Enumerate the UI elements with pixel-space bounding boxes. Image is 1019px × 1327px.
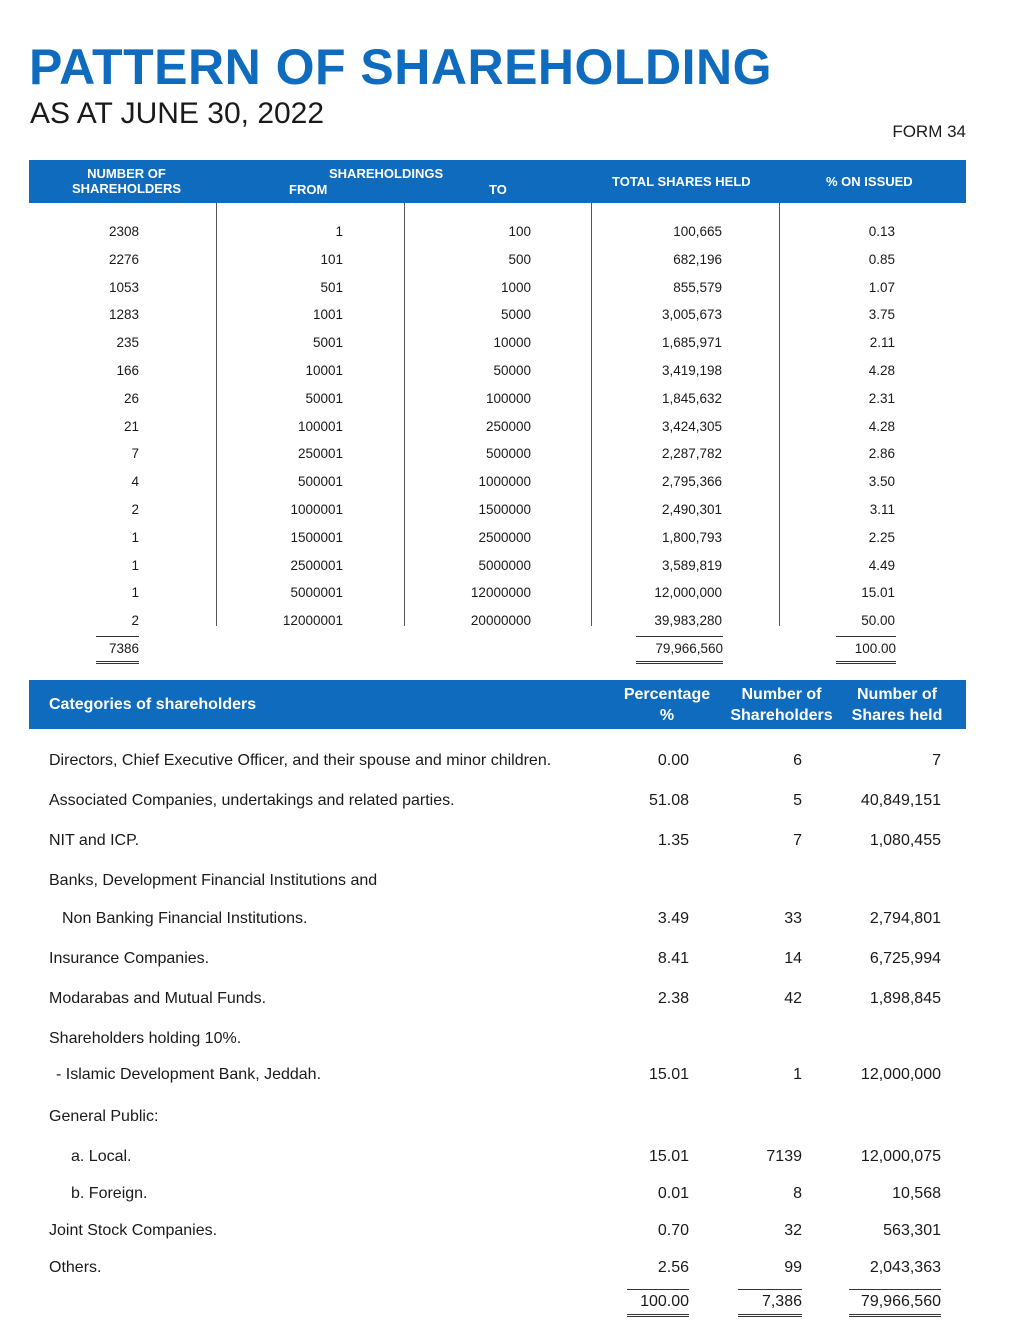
cell-from: 500001 — [297, 474, 343, 490]
cell-from: 100001 — [297, 418, 343, 434]
cell-n: 235 — [116, 335, 139, 351]
category-label: General Public: — [49, 1108, 159, 1125]
category-shares: 2,043,363 — [869, 1259, 941, 1276]
cell-total: 2,795,366 — [661, 474, 722, 490]
category-num-shareholders: 14 — [784, 950, 802, 967]
category-percentage: 0.01 — [657, 1185, 689, 1202]
category-shares: 1,898,845 — [869, 990, 941, 1007]
list-item — [49, 751, 949, 773]
cell-pct: 2.25 — [868, 529, 895, 545]
list-item — [49, 831, 949, 853]
table-row — [29, 413, 966, 441]
category-num-shareholders: 99 — [784, 1259, 802, 1276]
category-percentage: 51.08 — [648, 792, 689, 809]
header-nsd-line1: Number of — [857, 686, 937, 703]
cell-pct: 2.86 — [868, 446, 895, 462]
list-item — [49, 909, 949, 931]
category-num-shareholders: 32 — [784, 1222, 802, 1239]
cell-to: 20000000 — [470, 613, 531, 629]
cell-n: 166 — [116, 362, 139, 378]
cell-pct: 3.50 — [868, 474, 895, 490]
header-nsh-line2: Shareholders — [730, 707, 833, 724]
category-shares: 6,725,994 — [869, 950, 941, 967]
cell-to: 12000000 — [470, 585, 531, 601]
cell-to: 500000 — [485, 446, 531, 462]
cell-to: 2500000 — [478, 529, 531, 545]
cell-pct: 3.75 — [868, 307, 895, 323]
category-label: Non Banking Financial Institutions. — [62, 910, 308, 927]
category-percentage: 15.01 — [648, 1148, 689, 1165]
cell-from: 10001 — [305, 362, 343, 378]
cell-total: 1,800,793 — [661, 529, 722, 545]
cell-total: 2,287,782 — [661, 446, 722, 462]
total-shares-held: 79,966,560 — [636, 636, 723, 664]
cell-pct: 2.11 — [869, 335, 895, 351]
category-percentage: 0.00 — [657, 752, 689, 769]
table-row — [29, 496, 966, 524]
category-shares: 2,794,801 — [869, 910, 941, 927]
header-num-line1: NUMBER OF — [87, 166, 166, 181]
cell-to: 100 — [508, 224, 531, 239]
category-shares: 10,568 — [892, 1185, 941, 1202]
category-label: Modarabas and Mutual Funds. — [49, 990, 267, 1007]
cell-total: 12,000,000 — [654, 585, 722, 601]
cell-from: 501 — [320, 279, 343, 295]
cell-to: 50000 — [493, 362, 531, 378]
category-percentage: 2.56 — [657, 1259, 689, 1276]
category-shares: 7 — [932, 752, 941, 769]
cell-to: 10000 — [493, 335, 531, 351]
list-item — [49, 1221, 949, 1243]
cell-pct: 2.31 — [868, 390, 895, 406]
list-item — [49, 1184, 949, 1206]
cell-total: 1,845,632 — [661, 390, 722, 406]
list-item — [49, 1065, 949, 1087]
cell-total: 3,424,305 — [661, 418, 722, 434]
cell-pct: 15.01 — [861, 585, 895, 601]
category-shares: 40,849,151 — [860, 792, 941, 809]
cell-from: 1500001 — [290, 529, 343, 545]
category-label: Banks, Development Financial Institutions and — [49, 872, 378, 889]
shareholding-table-body — [29, 218, 966, 635]
cell-pct: 4.28 — [868, 362, 895, 378]
category-label: Shareholders holding 10%. — [49, 1030, 242, 1047]
total-number-shareholders: 7,386 — [738, 1289, 802, 1317]
list-item — [49, 791, 949, 813]
cell-total: 100,665 — [673, 224, 722, 239]
table-row — [29, 440, 966, 468]
cell-pct: 50.00 — [861, 613, 895, 629]
cell-n: 1 — [131, 585, 139, 601]
cell-n: 1053 — [108, 279, 139, 295]
table-row — [29, 329, 966, 357]
category-label: a. Local. — [71, 1148, 132, 1165]
cell-to: 1000 — [500, 279, 531, 295]
header-to: TO — [489, 182, 507, 197]
category-label: Joint Stock Companies. — [49, 1222, 218, 1239]
cell-n: 1 — [131, 557, 139, 573]
list-item — [49, 1029, 949, 1051]
category-percentage: 3.49 — [657, 910, 689, 927]
category-num-shareholders: 42 — [784, 990, 802, 1007]
cell-total: 39,983,280 — [654, 613, 722, 629]
cell-pct: 3.11 — [869, 501, 895, 517]
table-row — [29, 468, 966, 496]
table-row — [29, 607, 966, 635]
list-item — [49, 989, 949, 1011]
category-label: Associated Companies, undertakings and related parties. — [49, 792, 455, 809]
category-num-shareholders: 7139 — [766, 1148, 802, 1165]
category-num-shareholders: 5 — [793, 792, 802, 809]
cell-to: 1000000 — [478, 474, 531, 490]
category-num-shareholders: 7 — [793, 832, 802, 849]
category-percentage: 0.70 — [657, 1222, 689, 1239]
header-pct-line1: Percentage — [623, 686, 711, 703]
cell-from: 101 — [320, 251, 343, 267]
cell-to: 5000000 — [478, 557, 531, 573]
category-shares: 563,301 — [883, 1222, 941, 1239]
header-number-of-shares — [847, 684, 947, 726]
category-num-shareholders: 1 — [793, 1066, 802, 1083]
cell-n: 26 — [123, 390, 139, 406]
table-row — [29, 357, 966, 385]
total-shareholders: 7386 — [96, 636, 139, 664]
cell-n: 2308 — [108, 224, 139, 239]
cell-from: 5001 — [312, 335, 343, 351]
categories-table-header — [29, 680, 966, 729]
cell-total: 3,419,198 — [661, 362, 722, 378]
total-percentage: 100.00 — [627, 1289, 689, 1317]
header-pct-line2: % — [659, 707, 675, 724]
cell-from: 1001 — [312, 307, 343, 323]
cell-to: 1500000 — [478, 501, 531, 517]
category-num-shareholders: 8 — [793, 1185, 802, 1202]
category-percentage: 2.38 — [657, 990, 689, 1007]
header-pct-issued: % ON ISSUED — [826, 174, 913, 189]
cell-n: 2 — [131, 501, 139, 517]
header-number-of-shareholders — [69, 166, 184, 196]
cell-n: 21 — [123, 418, 139, 434]
table-row — [29, 274, 966, 302]
category-num-shareholders: 6 — [793, 752, 802, 769]
header-categories: Categories of shareholders — [49, 696, 257, 713]
cell-from: 1000001 — [290, 501, 343, 517]
header-number-of-shareholders — [729, 684, 834, 726]
category-label: NIT and ICP. — [49, 832, 140, 849]
list-item — [49, 871, 949, 893]
table-row — [29, 218, 966, 246]
category-label: Insurance Companies. — [49, 950, 210, 967]
cell-n: 2 — [131, 613, 139, 629]
cell-from: 2500001 — [290, 557, 343, 573]
total-number-shares: 79,966,560 — [849, 1289, 941, 1317]
table-row — [29, 524, 966, 552]
header-shareholdings: SHAREHOLDINGS — [329, 166, 444, 181]
category-percentage: 8.41 — [657, 950, 689, 967]
cell-total: 3,005,673 — [661, 307, 722, 323]
cell-to: 5000 — [500, 307, 531, 323]
total-pct-issued: 100.00 — [836, 636, 896, 664]
category-label: Directors, Chief Executive Officer, and their spouse and minor children. — [49, 752, 552, 769]
cell-n: 7 — [131, 446, 139, 462]
cell-n: 1 — [131, 529, 139, 545]
list-item — [49, 1147, 949, 1169]
cell-pct: 0.85 — [868, 251, 895, 267]
cell-from: 50001 — [305, 390, 343, 406]
category-shares: 12,000,000 — [860, 1066, 941, 1083]
category-label: b. Foreign. — [71, 1185, 148, 1202]
cell-pct: 4.49 — [868, 557, 895, 573]
cell-from: 12000001 — [282, 613, 343, 629]
cell-pct: 0.13 — [868, 224, 895, 239]
table-row — [29, 301, 966, 329]
cell-total: 682,196 — [673, 251, 722, 267]
table-row — [29, 385, 966, 413]
cell-to: 100000 — [485, 390, 531, 406]
cell-to: 250000 — [485, 418, 531, 434]
cell-total: 3,589,819 — [661, 557, 722, 573]
cell-to: 500 — [508, 251, 531, 267]
header-num-line2: SHAREHOLDERS — [71, 181, 182, 196]
header-from: FROM — [289, 182, 328, 197]
cell-pct: 1.07 — [868, 279, 895, 295]
list-item — [49, 1258, 949, 1280]
cell-from: 5000001 — [290, 585, 343, 601]
list-item — [49, 949, 949, 971]
table-row — [29, 552, 966, 580]
shareholding-table-header — [29, 160, 966, 203]
page-subtitle: AS AT JUNE 30, 2022 — [30, 97, 325, 130]
cell-total: 2,490,301 — [661, 501, 722, 517]
table-row — [29, 246, 966, 274]
category-label: Others. — [49, 1259, 102, 1276]
category-percentage: 15.01 — [648, 1066, 689, 1083]
table-row — [29, 579, 966, 607]
list-item — [49, 1107, 949, 1129]
cell-n: 4 — [131, 474, 139, 490]
header-nsh-line1: Number of — [741, 686, 822, 703]
header-nsd-line2: Shares held — [851, 707, 943, 724]
category-shares: 12,000,075 — [860, 1148, 941, 1165]
category-shares: 1,080,455 — [869, 832, 941, 849]
page-title: PATTERN OF SHAREHOLDING — [29, 39, 772, 95]
category-num-shareholders: 33 — [784, 910, 802, 927]
cell-from: 1 — [335, 224, 343, 239]
cell-total: 855,579 — [673, 279, 722, 295]
header-total-shares: TOTAL SHARES HELD — [612, 174, 751, 189]
cell-pct: 4.28 — [868, 418, 895, 434]
cell-from: 250001 — [297, 446, 343, 462]
cell-total: 1,685,971 — [661, 335, 722, 351]
cell-n: 1283 — [108, 307, 139, 323]
category-percentage: 1.35 — [657, 832, 689, 849]
form-number: FORM 34 — [892, 122, 966, 141]
category-label: - Islamic Development Bank, Jeddah. — [56, 1066, 322, 1083]
header-percentage — [617, 684, 717, 726]
cell-n: 2276 — [108, 251, 139, 267]
